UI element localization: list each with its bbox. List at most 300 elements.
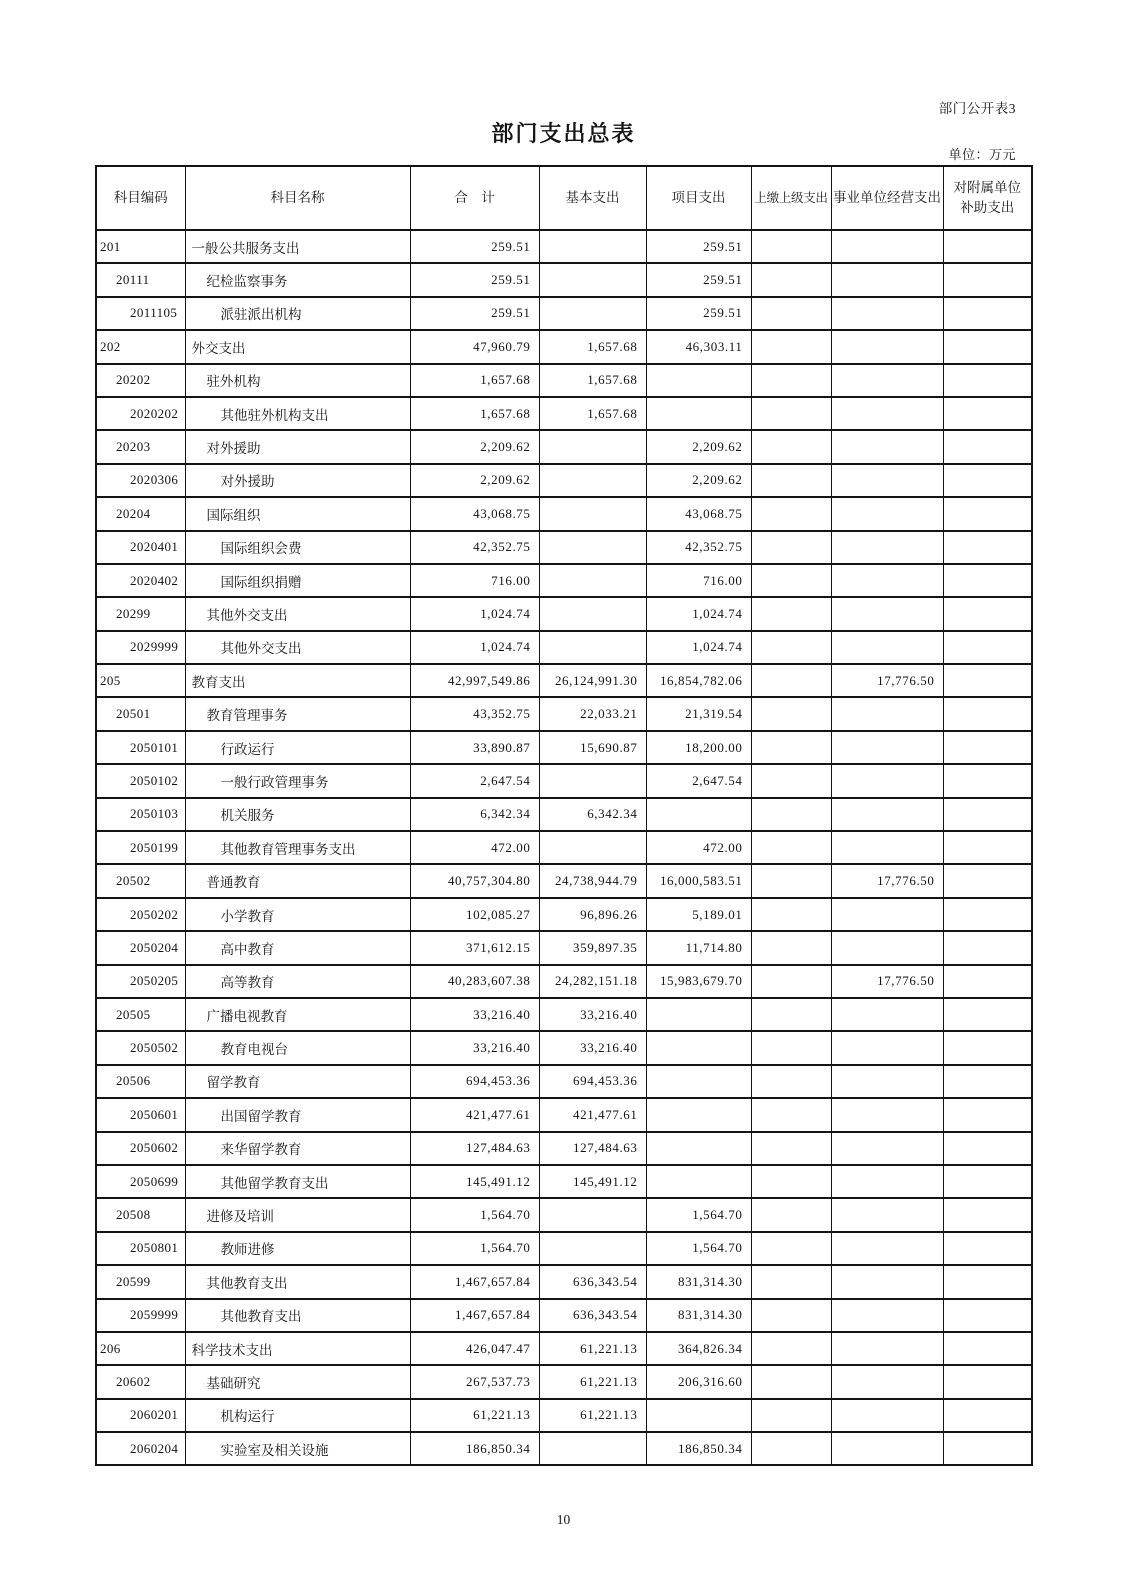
cell-subsidy (943, 931, 1032, 964)
cell-project (646, 1098, 751, 1131)
table-row (96, 764, 1032, 797)
cell-to_higher (751, 1165, 831, 1198)
cell-code: 2050502 (96, 1031, 185, 1064)
cell-name: 教师进修 (185, 1232, 410, 1265)
expenditure-summary-table (95, 165, 1033, 1466)
cell-to_higher (751, 1065, 831, 1098)
cell-project: 1,564.70 (646, 1232, 751, 1265)
cell-total: 61,221.13 (410, 1399, 539, 1432)
cell-total: 1,657.68 (410, 364, 539, 397)
cell-project (646, 1165, 751, 1198)
cell-project: 16,000,583.51 (646, 864, 751, 897)
cell-name: 其他教育支出 (185, 1299, 410, 1332)
cell-name: 对外援助 (185, 464, 410, 497)
cell-basic: 636,343.54 (539, 1299, 646, 1332)
cell-basic: 61,221.13 (539, 1332, 646, 1365)
table-row (96, 297, 1032, 330)
cell-code: 2029999 (96, 631, 185, 664)
cell-subsidy (943, 564, 1032, 597)
cell-operating (831, 364, 943, 397)
cell-name: 其他教育管理事务支出 (185, 831, 410, 864)
cell-to_higher (751, 531, 831, 564)
cell-total: 1,467,657.84 (410, 1265, 539, 1298)
cell-total: 694,453.36 (410, 1065, 539, 1098)
cell-to_higher (751, 297, 831, 330)
cell-operating (831, 1365, 943, 1398)
cell-operating (831, 464, 943, 497)
table-row (96, 1031, 1032, 1064)
cell-operating (831, 1198, 943, 1231)
cell-name: 进修及培训 (185, 1198, 410, 1231)
cell-project: 472.00 (646, 831, 751, 864)
cell-to_higher (751, 764, 831, 797)
cell-basic: 127,484.63 (539, 1132, 646, 1165)
cell-operating (831, 1399, 943, 1432)
cell-name: 一般公共服务支出 (185, 230, 410, 263)
cell-basic: 145,491.12 (539, 1165, 646, 1198)
table-row (96, 664, 1032, 697)
cell-total: 1,564.70 (410, 1232, 539, 1265)
cell-basic (539, 1198, 646, 1231)
page-title: 部门支出总表 (491, 121, 636, 146)
cell-to_higher (751, 1332, 831, 1365)
cell-project: 206,316.60 (646, 1365, 751, 1398)
cell-name: 机关服务 (185, 798, 410, 831)
cell-operating (831, 1332, 943, 1365)
cell-subsidy (943, 1098, 1032, 1131)
table-row (96, 230, 1032, 263)
cell-basic: 636,343.54 (539, 1265, 646, 1298)
cell-name: 教育电视台 (185, 1031, 410, 1064)
table-row (96, 263, 1032, 296)
cell-subsidy (943, 430, 1032, 463)
cell-operating (831, 297, 943, 330)
cell-project: 1,024.74 (646, 597, 751, 630)
cell-to_higher (751, 263, 831, 296)
table-row (96, 1332, 1032, 1365)
table-row (96, 1432, 1032, 1465)
table-row (96, 531, 1032, 564)
cell-to_higher (751, 397, 831, 430)
cell-code: 2050801 (96, 1232, 185, 1265)
cell-to_higher (751, 430, 831, 463)
cell-total: 2,209.62 (410, 464, 539, 497)
cell-name: 国际组织 (185, 497, 410, 530)
cell-to_higher (751, 330, 831, 363)
column-header-name: 科目名称 (185, 166, 410, 230)
cell-operating (831, 1031, 943, 1064)
cell-basic: 694,453.36 (539, 1065, 646, 1098)
cell-project: 42,352.75 (646, 531, 751, 564)
cell-project: 831,314.30 (646, 1299, 751, 1332)
cell-code: 2059999 (96, 1299, 185, 1332)
cell-operating (831, 1265, 943, 1298)
cell-basic: 1,657.68 (539, 364, 646, 397)
table-row (96, 898, 1032, 931)
cell-total: 40,283,607.38 (410, 965, 539, 998)
cell-project (646, 798, 751, 831)
cell-subsidy (943, 1165, 1032, 1198)
cell-code: 2050103 (96, 798, 185, 831)
cell-name: 留学教育 (185, 1065, 410, 1098)
cell-total: 42,997,549.86 (410, 664, 539, 697)
cell-operating: 17,776.50 (831, 864, 943, 897)
cell-code: 2050204 (96, 931, 185, 964)
cell-operating (831, 330, 943, 363)
table-row (96, 731, 1032, 764)
cell-operating (831, 1232, 943, 1265)
cell-to_higher (751, 965, 831, 998)
cell-total: 47,960.79 (410, 330, 539, 363)
cell-subsidy (943, 831, 1032, 864)
cell-to_higher (751, 1265, 831, 1298)
table-row (96, 330, 1032, 363)
cell-total: 371,612.15 (410, 931, 539, 964)
table-row (96, 831, 1032, 864)
cell-basic: 15,690.87 (539, 731, 646, 764)
cell-operating (831, 430, 943, 463)
cell-basic: 33,216.40 (539, 998, 646, 1031)
cell-total: 259.51 (410, 297, 539, 330)
table-row (96, 564, 1032, 597)
cell-to_higher (751, 1232, 831, 1265)
cell-project (646, 1399, 751, 1432)
doc-label: 部门公开表3 (938, 101, 1016, 116)
cell-total: 426,047.47 (410, 1332, 539, 1365)
cell-total: 2,647.54 (410, 764, 539, 797)
cell-project (646, 364, 751, 397)
cell-subsidy (943, 1332, 1032, 1365)
cell-project: 259.51 (646, 297, 751, 330)
cell-operating (831, 998, 943, 1031)
cell-subsidy (943, 697, 1032, 730)
page-number: 10 (556, 1512, 571, 1527)
cell-subsidy (943, 764, 1032, 797)
cell-basic: 61,221.13 (539, 1365, 646, 1398)
column-header-basic: 基本支出 (539, 166, 646, 230)
cell-subsidy (943, 631, 1032, 664)
cell-subsidy (943, 597, 1032, 630)
cell-subsidy (943, 1132, 1032, 1165)
cell-basic (539, 230, 646, 263)
cell-name: 教育支出 (185, 664, 410, 697)
cell-project: 1,024.74 (646, 631, 751, 664)
cell-name: 机构运行 (185, 1399, 410, 1432)
cell-code: 20203 (96, 430, 185, 463)
cell-name: 出国留学教育 (185, 1098, 410, 1131)
cell-subsidy (943, 1399, 1032, 1432)
cell-name: 其他外交支出 (185, 631, 410, 664)
unit-label: 单位：万元 (948, 147, 1016, 162)
cell-to_higher (751, 664, 831, 697)
cell-name: 其他驻外机构支出 (185, 397, 410, 430)
cell-code: 20505 (96, 998, 185, 1031)
cell-total: 259.51 (410, 230, 539, 263)
cell-basic: 24,738,944.79 (539, 864, 646, 897)
cell-basic: 26,124,991.30 (539, 664, 646, 697)
cell-basic (539, 831, 646, 864)
cell-operating (831, 1299, 943, 1332)
cell-basic: 6,342.34 (539, 798, 646, 831)
cell-name: 派驻派出机构 (185, 297, 410, 330)
cell-basic: 33,216.40 (539, 1031, 646, 1064)
cell-code: 20602 (96, 1365, 185, 1398)
cell-total: 145,491.12 (410, 1165, 539, 1198)
cell-code: 20299 (96, 597, 185, 630)
cell-name: 教育管理事务 (185, 697, 410, 730)
cell-basic (539, 631, 646, 664)
cell-name: 一般行政管理事务 (185, 764, 410, 797)
cell-total: 1,467,657.84 (410, 1299, 539, 1332)
cell-to_higher (751, 597, 831, 630)
cell-basic: 1,657.68 (539, 330, 646, 363)
cell-code: 2050699 (96, 1165, 185, 1198)
cell-project: 259.51 (646, 263, 751, 296)
cell-subsidy (943, 297, 1032, 330)
cell-basic (539, 297, 646, 330)
cell-operating (831, 798, 943, 831)
cell-to_higher (751, 631, 831, 664)
cell-total: 43,352.75 (410, 697, 539, 730)
table-row (96, 998, 1032, 1031)
cell-basic (539, 564, 646, 597)
cell-project: 11,714.80 (646, 931, 751, 964)
column-header-project: 项目支出 (646, 166, 751, 230)
cell-code: 20501 (96, 697, 185, 730)
cell-name: 外交支出 (185, 330, 410, 363)
cell-project: 15,983,679.70 (646, 965, 751, 998)
table-row (96, 1232, 1032, 1265)
cell-code: 2060204 (96, 1432, 185, 1465)
cell-total: 472.00 (410, 831, 539, 864)
cell-operating (831, 1098, 943, 1131)
cell-subsidy (943, 531, 1032, 564)
cell-subsidy (943, 798, 1032, 831)
cell-total: 1,564.70 (410, 1198, 539, 1231)
cell-basic (539, 464, 646, 497)
cell-to_higher (751, 464, 831, 497)
cell-name: 广播电视教育 (185, 998, 410, 1031)
cell-code: 2050602 (96, 1132, 185, 1165)
cell-basic (539, 531, 646, 564)
column-header-code: 科目编码 (96, 166, 185, 230)
cell-code: 2020402 (96, 564, 185, 597)
cell-operating (831, 764, 943, 797)
table-header (96, 166, 1032, 230)
column-header-total: 合 计 (410, 166, 539, 230)
cell-to_higher (751, 1299, 831, 1332)
column-header-operating: 事业单位经营支出 (831, 166, 943, 230)
cell-to_higher (751, 1098, 831, 1131)
column-header-subsidy: 对附属单位 补助支出 (943, 166, 1032, 230)
cell-basic: 96,896.26 (539, 898, 646, 931)
cell-name: 来华留学教育 (185, 1132, 410, 1165)
cell-total: 1,024.74 (410, 597, 539, 630)
table-row (96, 631, 1032, 664)
cell-code: 205 (96, 664, 185, 697)
cell-total: 259.51 (410, 263, 539, 296)
cell-code: 2060201 (96, 1399, 185, 1432)
cell-project: 2,209.62 (646, 430, 751, 463)
cell-total: 33,216.40 (410, 1031, 539, 1064)
cell-total: 6,342.34 (410, 798, 539, 831)
cell-total: 33,890.87 (410, 731, 539, 764)
cell-basic: 24,282,151.18 (539, 965, 646, 998)
cell-subsidy (943, 965, 1032, 998)
cell-project (646, 998, 751, 1031)
cell-operating (831, 831, 943, 864)
cell-project: 16,854,782.06 (646, 664, 751, 697)
table-row (96, 1098, 1032, 1131)
cell-code: 20599 (96, 1265, 185, 1298)
cell-subsidy (943, 998, 1032, 1031)
cell-to_higher (751, 731, 831, 764)
table-row (96, 464, 1032, 497)
cell-basic: 1,657.68 (539, 397, 646, 430)
cell-basic (539, 1232, 646, 1265)
cell-basic (539, 1432, 646, 1465)
cell-subsidy (943, 230, 1032, 263)
cell-to_higher (751, 1365, 831, 1398)
cell-code: 2020306 (96, 464, 185, 497)
cell-basic: 61,221.13 (539, 1399, 646, 1432)
cell-code: 20506 (96, 1065, 185, 1098)
cell-name: 小学教育 (185, 898, 410, 931)
cell-code: 2050205 (96, 965, 185, 998)
cell-operating (831, 1432, 943, 1465)
cell-operating (831, 397, 943, 430)
table-row (96, 1365, 1032, 1398)
cell-project (646, 1132, 751, 1165)
cell-subsidy (943, 1265, 1032, 1298)
cell-to_higher (751, 798, 831, 831)
table-row (96, 1065, 1032, 1098)
cell-name: 普通教育 (185, 864, 410, 897)
cell-name: 国际组织会费 (185, 531, 410, 564)
cell-total: 33,216.40 (410, 998, 539, 1031)
cell-total: 40,757,304.80 (410, 864, 539, 897)
cell-subsidy (943, 1432, 1032, 1465)
cell-to_higher (751, 864, 831, 897)
cell-project: 5,189.01 (646, 898, 751, 931)
cell-basic (539, 597, 646, 630)
cell-to_higher (751, 1198, 831, 1231)
cell-subsidy (943, 330, 1032, 363)
cell-operating: 17,776.50 (831, 965, 943, 998)
cell-operating (831, 230, 943, 263)
cell-project (646, 397, 751, 430)
cell-operating (831, 631, 943, 664)
cell-operating (831, 597, 943, 630)
cell-subsidy (943, 497, 1032, 530)
cell-name: 纪检监察事务 (185, 263, 410, 296)
cell-name: 其他外交支出 (185, 597, 410, 630)
cell-operating (831, 564, 943, 597)
cell-basic (539, 430, 646, 463)
cell-subsidy (943, 263, 1032, 296)
cell-project: 2,647.54 (646, 764, 751, 797)
cell-total: 2,209.62 (410, 430, 539, 463)
cell-subsidy (943, 397, 1032, 430)
cell-project: 18,200.00 (646, 731, 751, 764)
cell-name: 驻外机构 (185, 364, 410, 397)
table-row (96, 965, 1032, 998)
table-row (96, 1198, 1032, 1231)
cell-project: 2,209.62 (646, 464, 751, 497)
cell-operating (831, 1165, 943, 1198)
cell-operating (831, 263, 943, 296)
table-row (96, 1165, 1032, 1198)
cell-total: 1,657.68 (410, 397, 539, 430)
table-row (96, 364, 1032, 397)
cell-basic (539, 497, 646, 530)
cell-total: 1,024.74 (410, 631, 539, 664)
column-header-to_higher: 上缴上级支出 (751, 166, 831, 230)
cell-to_higher (751, 931, 831, 964)
cell-subsidy (943, 364, 1032, 397)
cell-to_higher (751, 1132, 831, 1165)
cell-to_higher (751, 831, 831, 864)
cell-subsidy (943, 1198, 1032, 1231)
cell-to_higher (751, 998, 831, 1031)
cell-subsidy (943, 1031, 1032, 1064)
cell-code: 2050601 (96, 1098, 185, 1131)
cell-to_higher (751, 497, 831, 530)
table-row (96, 798, 1032, 831)
cell-total: 421,477.61 (410, 1098, 539, 1131)
cell-name: 国际组织捐赠 (185, 564, 410, 597)
cell-operating: 17,776.50 (831, 664, 943, 697)
cell-subsidy (943, 731, 1032, 764)
cell-total: 267,537.73 (410, 1365, 539, 1398)
cell-code: 2050202 (96, 898, 185, 931)
table-row (96, 1265, 1032, 1298)
cell-basic (539, 764, 646, 797)
cell-code: 2020401 (96, 531, 185, 564)
table-row (96, 397, 1032, 430)
table-row (96, 697, 1032, 730)
cell-total: 186,850.34 (410, 1432, 539, 1465)
table-row (96, 931, 1032, 964)
cell-basic: 421,477.61 (539, 1098, 646, 1131)
cell-basic: 22,033.21 (539, 697, 646, 730)
cell-total: 127,484.63 (410, 1132, 539, 1165)
cell-code: 20508 (96, 1198, 185, 1231)
cell-operating (831, 731, 943, 764)
cell-to_higher (751, 564, 831, 597)
cell-to_higher (751, 1399, 831, 1432)
cell-project (646, 1031, 751, 1064)
cell-to_higher (751, 898, 831, 931)
table-row (96, 1132, 1032, 1165)
cell-operating (831, 697, 943, 730)
cell-operating (831, 531, 943, 564)
cell-subsidy (943, 864, 1032, 897)
cell-project: 21,319.54 (646, 697, 751, 730)
cell-operating (831, 1132, 943, 1165)
cell-subsidy (943, 898, 1032, 931)
cell-code: 201 (96, 230, 185, 263)
cell-project (646, 1065, 751, 1098)
cell-total: 716.00 (410, 564, 539, 597)
cell-name: 实验室及相关设施 (185, 1432, 410, 1465)
cell-operating (831, 898, 943, 931)
cell-project: 43,068.75 (646, 497, 751, 530)
cell-basic (539, 263, 646, 296)
cell-basic: 359,897.35 (539, 931, 646, 964)
cell-project: 364,826.34 (646, 1332, 751, 1365)
cell-subsidy (943, 1299, 1032, 1332)
